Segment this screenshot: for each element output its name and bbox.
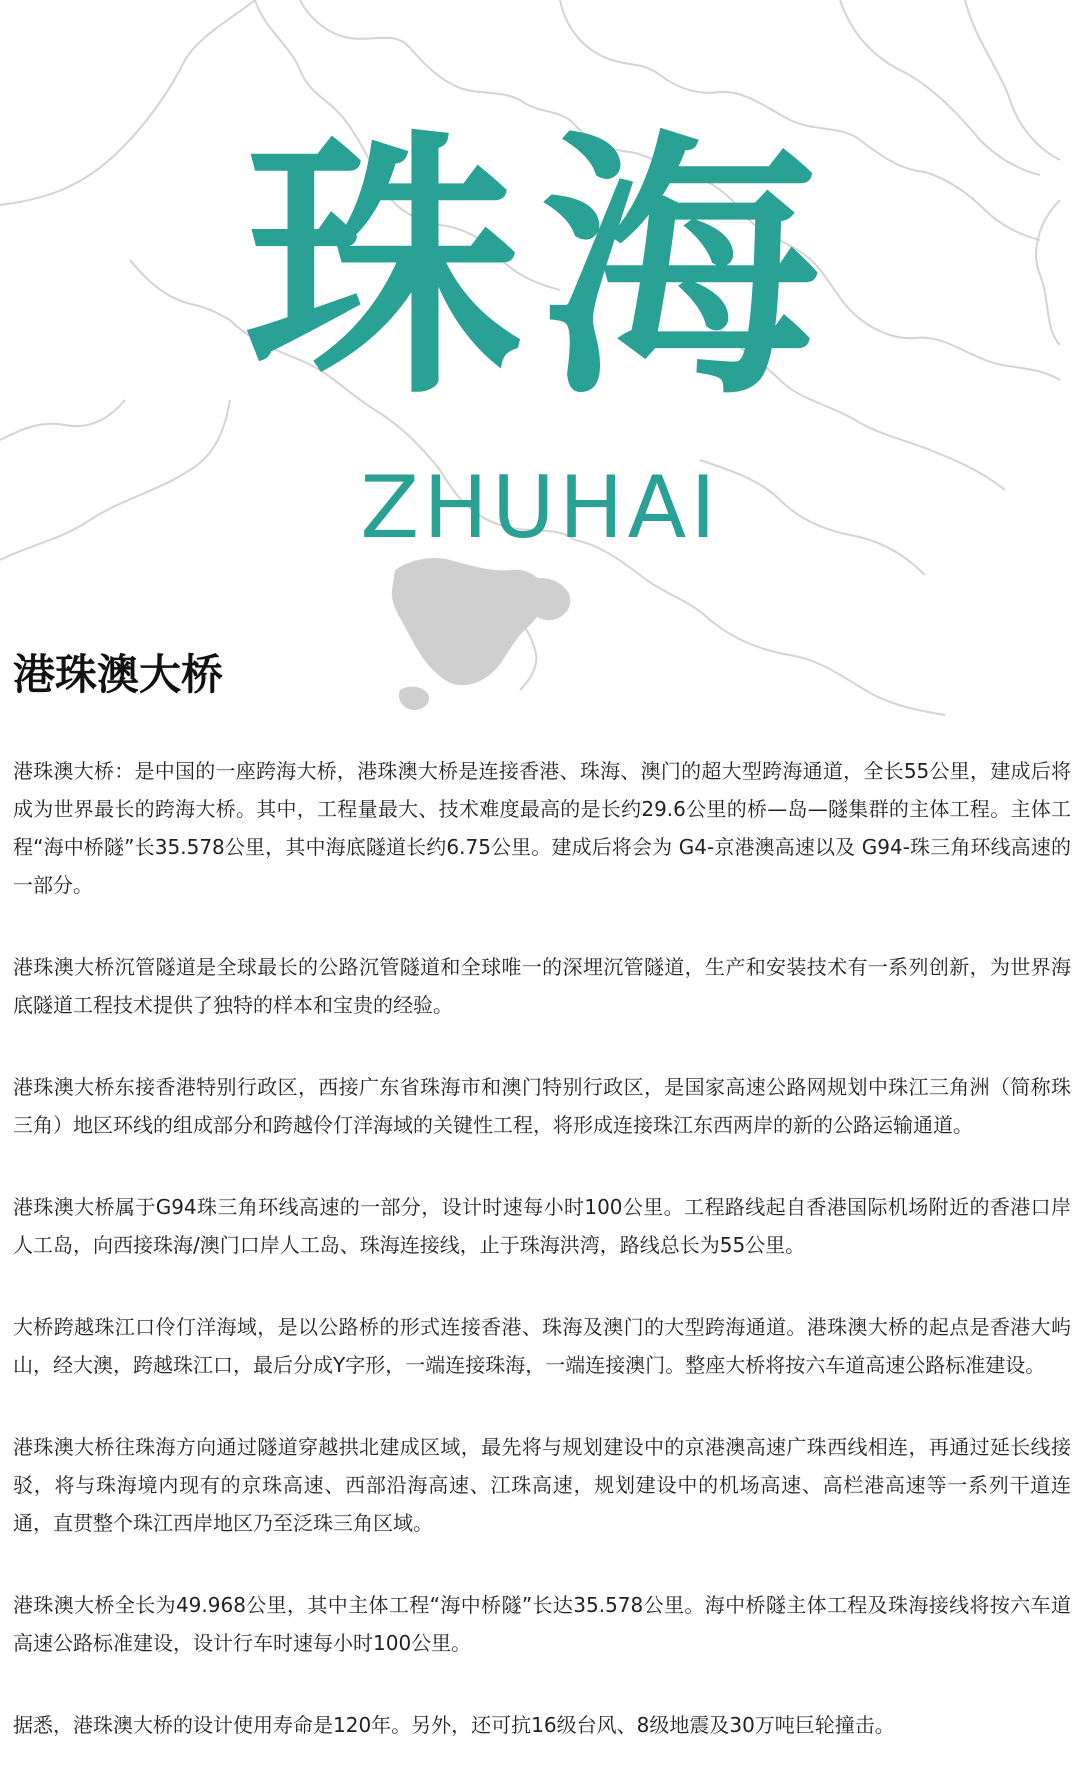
article-paragraph: 港珠澳大桥沉管隧道是全球最长的公路沉管隧道和全球唯一的深埋沉管隧道，生产和安装技术有一系列创新，为世界海底隧道工程技术提供了独特的样本和宝贵的经验。 bbox=[13, 955, 1071, 1017]
article-paragraph: 港珠澳大桥往珠海方向通过隧道穿越拱北建成区域，最先将与规划建设中的京港澳高速广珠西线相连，再通过延长线接驳，将与珠海境内现有的京珠高速、西部沿海高速、江珠高速，规划建设中的机场高速、高栏港高速等一系列干道连通，直贯整个珠江西岸地区乃至泛珠三角区域。 bbox=[13, 1435, 1071, 1535]
article-paragraph: 大桥跨越珠江口伶仃洋海域，是以公路桥的形式连接香港、珠海及澳门的大型跨海通道。港珠澳大桥的起点是香港大屿山，经大澳，跨越珠江口，最后分成Y字形，一端连接珠海，一端连接澳门。整座大桥将按六车道高速公路标准建设。 bbox=[13, 1315, 1071, 1377]
city-subtitle-latin: ZHUHAI bbox=[360, 458, 720, 558]
article-paragraph: 港珠澳大桥：是中国的一座跨海大桥，港珠澳大桥是连接香港、珠海、澳门的超大型跨海通道，全长55公里，建成后将成为世界最长的跨海大桥。其中，工程量最大、技术难度最高的是长约29.6公里的桥—岛—隧集群的主体工程。主体工程“海中桥隧”长35.578公里，其中海底隧道长约6.75公里。建成后将会为 G4-京港澳高速以及 G94-珠三角环线高速的一部分。 bbox=[13, 759, 1071, 897]
article-paragraph: 港珠澳大桥全长为49.968公里，其中主体工程“海中桥隧”长达35.578公里。海中桥隧主体工程及珠海接线将按六车道高速公路标准建设，设计行车时速每小时100公里。 bbox=[13, 1593, 1071, 1655]
map-boundary-line bbox=[710, 620, 945, 715]
article-paragraph: 据悉，港珠澳大桥的设计使用寿命是120年。另外，还可抗16级台风、8级地震及30万吨巨轮撞击。 bbox=[13, 1713, 895, 1737]
section-title: 港珠澳大桥 bbox=[13, 650, 224, 699]
map-boundary-line bbox=[300, 0, 520, 100]
map-island-shape bbox=[399, 687, 429, 710]
city-title: 珠海 bbox=[244, 108, 836, 432]
map-boundary-line bbox=[560, 0, 720, 93]
article-paragraph: 港珠澳大桥属于G94珠三角环线高速的一部分，设计时速每小时100公里。工程路线起自香港国际机场附近的香港口岸人工岛，向西接珠海/澳门口岸人工岛、珠海连接线，止于珠海洪湾，路线总长为55公里。 bbox=[13, 1195, 1071, 1257]
article-body bbox=[13, 752, 1071, 1788]
map-island-shape bbox=[392, 558, 546, 685]
hero-banner bbox=[0, 0, 1080, 730]
article-paragraph: 港珠澳大桥东接香港特别行政区，西接广东省珠海市和澳门特别行政区，是国家高速公路网规划中珠江三角洲（简称珠三角）地区环线的组成部分和跨越伶仃洋海域的关键性工程，将形成连接珠江东西两岸的新的公路运输通道。 bbox=[13, 1075, 1071, 1137]
